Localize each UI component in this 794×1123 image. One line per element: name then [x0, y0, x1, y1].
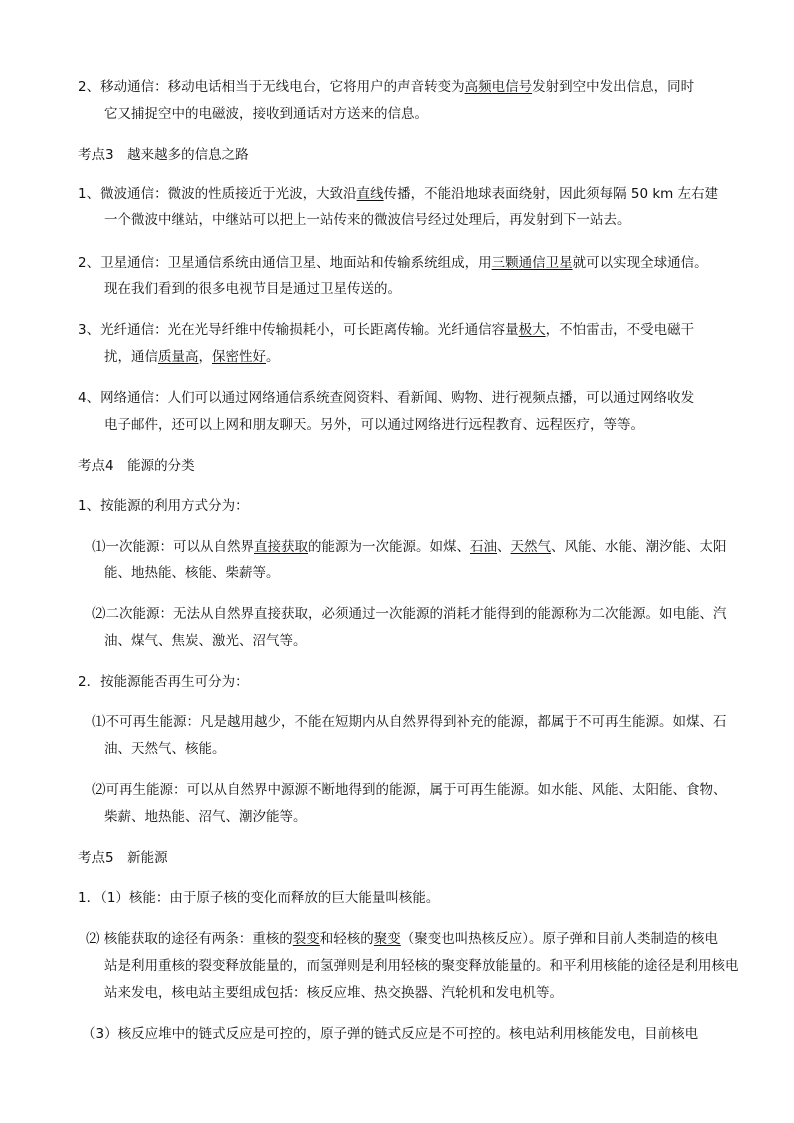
- text-segment: 。: [266, 349, 280, 365]
- nonrenewable-energy-line-1: ⑴不可再生能源：凡是越用越少，不能在短期内从自然界得到补充的能源，都属于不可再生能源。如煤、石: [92, 714, 727, 730]
- nuclear-paths-line-1: [86, 930, 718, 948]
- satellite-comm-line-2: 现在我们看到的很多电视节目是通过卫星传送的。: [104, 281, 401, 297]
- section-heading-5: 考点5 新能源: [78, 850, 168, 866]
- text-segment: 就可以实现全球通信。: [572, 255, 708, 271]
- mobile-comm-line-1: [78, 78, 694, 96]
- underlined-term: 质量高: [158, 349, 199, 365]
- chain-reaction-line: （3）核反应堆中的链式反应是可控的，原子弹的链式反应是不可控的。核电站利用核能发电，目前核电: [82, 1026, 699, 1042]
- underlined-term: 天然气: [510, 539, 551, 555]
- energy-class-by-use: 1、按能源的利用方式分为：: [78, 498, 249, 514]
- text-segment: ，: [198, 349, 212, 365]
- text-segment: ⑵ 核能获取的途径有两条：重核的: [86, 931, 293, 947]
- fiber-comm-line-1: [78, 321, 694, 339]
- network-comm-line-1: 4、网络通信：人们可以通过网络通信系统查阅资料、看新闻、购物、进行视频点播，可以通过网络收发: [78, 390, 695, 406]
- primary-energy-line-2: 能、地热能、核能、柴薪等。: [104, 565, 280, 581]
- microwave-comm-line-2: 一个微波中继站，中继站可以把上一站传来的微波信号经过处理后，再发射到下一站去。: [104, 212, 631, 228]
- text-segment: 、: [497, 539, 511, 555]
- renewable-energy-line-2: 柴薪、地热能、沼气、潮汐能等。: [104, 809, 307, 825]
- nuclear-paths-line-2: 站是利用重核的裂变释放能量的，而氢弹则是利用轻核的聚变释放能量的。和平利用核能的途径是利用核电: [104, 958, 739, 974]
- satellite-comm-line-1: [78, 254, 708, 272]
- network-comm-line-2: 电子邮件，还可以上网和朋友聊天。另外，可以通过网络进行远程教育、远程医疗，等等。: [104, 417, 644, 433]
- text-segment: 扰，通信: [104, 349, 158, 365]
- primary-energy-line-1: [92, 538, 727, 556]
- text-segment: 和轻核的: [319, 931, 374, 947]
- underlined-term: 直线: [356, 186, 384, 202]
- underlined-term: 三颗通信卫星: [491, 255, 573, 271]
- text-segment: （聚变也叫热核反应）。原子弹和目前人类制造的核电: [400, 931, 719, 947]
- section-heading-4: 考点4 能源的分类: [78, 458, 195, 474]
- section-heading-3: 考点3 越来越多的信息之路: [78, 147, 249, 163]
- secondary-energy-line-1: ⑵二次能源：无法从自然界直接获取，必须通过一次能源的消耗才能得到的能源称为二次能源。如电能、汽: [92, 606, 727, 622]
- underlined-term: 极大: [518, 322, 546, 338]
- secondary-energy-line-2: 油、煤气、焦炭、激光、沼气等。: [104, 633, 307, 649]
- text-segment: 2、移动通信：移动电话相当于无线电台，它将用户的声音转变为: [78, 79, 465, 95]
- underlined-term: 裂变: [292, 931, 320, 947]
- underlined-term: 高频电信号: [464, 79, 533, 95]
- text-segment: ⑴一次能源：可以从自然界: [92, 539, 254, 555]
- underlined-term: 石油: [470, 539, 497, 555]
- nuclear-paths-line-3: 站来发电，核电站主要组成包括：核反应堆、热交换器、汽轮机和发电机等。: [104, 985, 563, 1001]
- text-segment: 、风能、水能、潮汐能、太阳: [551, 539, 727, 555]
- text-segment: ，不怕雷击，不受电磁干: [545, 322, 695, 338]
- microwave-comm-line-1: [78, 185, 718, 203]
- text-segment: 1、微波通信：微波的性质接近于光波，大致沿: [78, 186, 357, 202]
- text-segment: 传播，不能沿地球表面绕射，因此须每隔 50 km 左右建: [383, 186, 719, 202]
- text-segment: 2、卫星通信：卫星通信系统由通信卫星、地面站和传输系统组成，用: [78, 255, 492, 271]
- text-segment: 发射到空中发出信息，同时: [532, 79, 695, 95]
- renewable-energy-line-1: ⑵可再生能源：可以从自然界中源源不断地得到的能源，属于可再生能源。如水能、风能、太阳能、食物、: [92, 782, 727, 798]
- nonrenewable-energy-line-2: 油、天然气、核能。: [104, 741, 226, 757]
- underlined-term: 聚变: [373, 931, 401, 947]
- text-segment: 的能源为一次能源。如煤、: [308, 539, 470, 555]
- underlined-term: 直接获取: [254, 539, 308, 555]
- energy-class-by-renewability: 2．按能源能否再生可分为：: [78, 674, 249, 690]
- text-segment: 3、光纤通信：光在光导纤维中传输损耗小，可长距离传输。光纤通信容量: [78, 322, 519, 338]
- nuclear-energy-definition: 1．（1）核能：由于原子核的变化而释放的巨大能量叫核能。: [78, 890, 440, 906]
- underlined-term: 保密性好: [212, 349, 266, 365]
- mobile-comm-line-2: 它又捕捉空中的电磁波，接收到通话对方送来的信息。: [104, 106, 428, 122]
- fiber-comm-line-2: [104, 348, 280, 366]
